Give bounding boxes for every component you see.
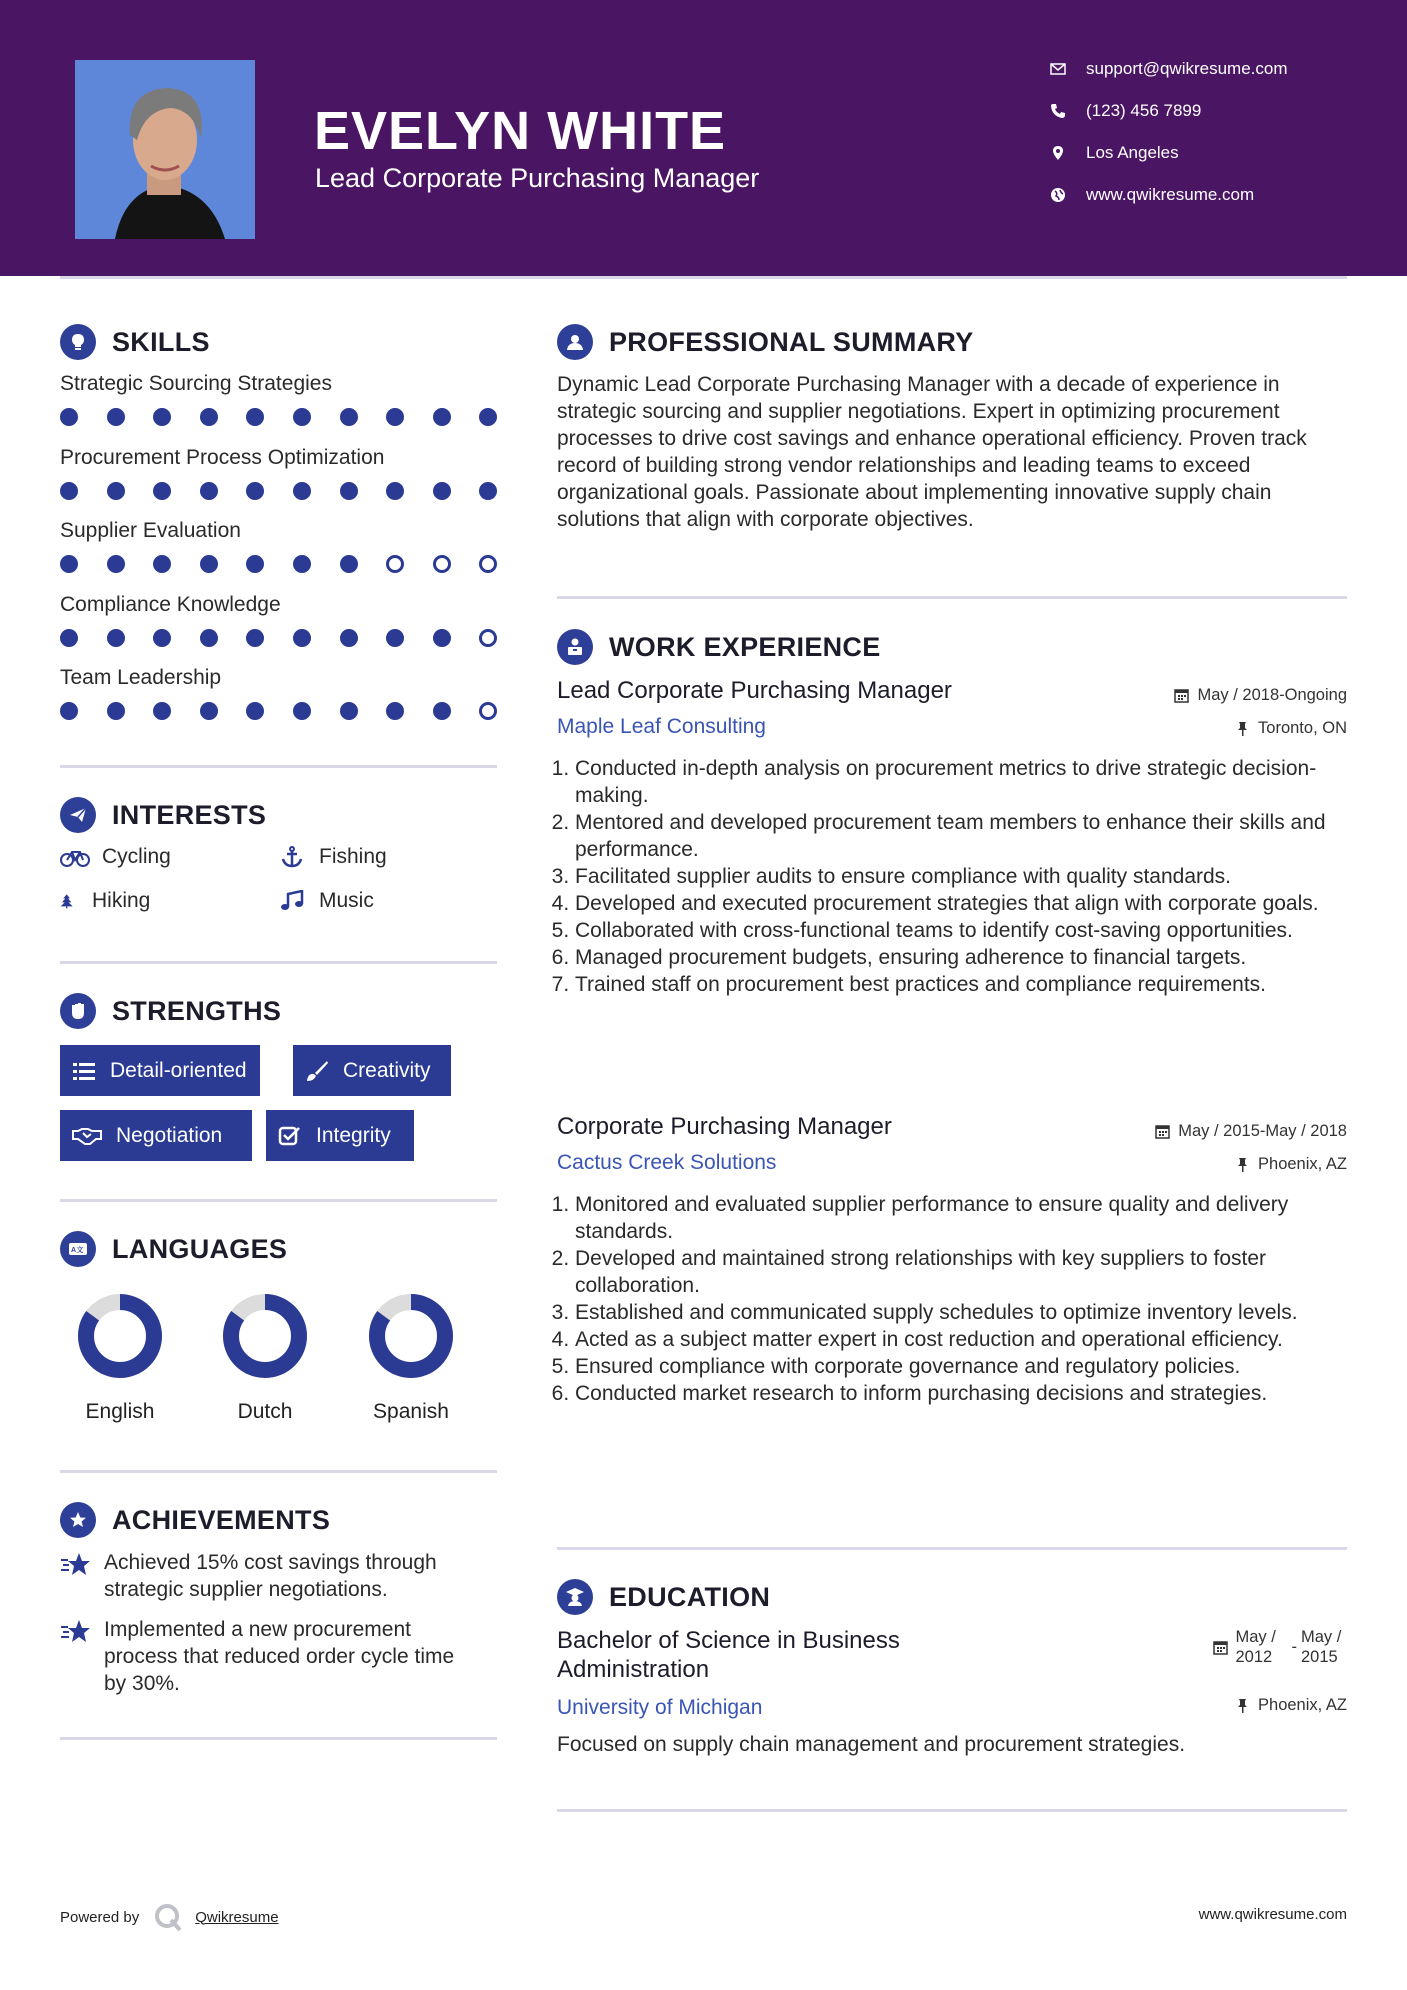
section-divider [60, 1470, 497, 1473]
duty-item: 2. Mentored and developed procurement team members to enhance their skills and performance. [575, 809, 1347, 863]
rating-dot-filled [340, 482, 358, 500]
tree-icon [60, 890, 80, 912]
duty-item: 4. Developed and executed procurement strategies that align with corporate goals. [575, 890, 1347, 917]
rating-dot-filled [246, 408, 264, 426]
section-divider [60, 765, 497, 768]
duty-item: 6. Managed procurement budgets, ensuring adherence to financial targets. [575, 944, 1347, 971]
contact-website[interactable] [1050, 185, 1254, 205]
rating-dot-filled [107, 555, 125, 573]
footer-website[interactable]: www.qwikresume.com [1198, 1906, 1347, 1923]
rating-dot-filled [153, 629, 171, 647]
handshake-icon [72, 1125, 102, 1147]
map-pin-icon [1050, 145, 1066, 161]
phone-text: (123) 456 7899 [1086, 101, 1202, 120]
skill-name: Compliance Knowledge [60, 592, 281, 616]
rating-dot-filled [107, 702, 125, 720]
duty-item: 5. Ensured compliance with corporate governance and regulatory policies. [575, 1353, 1347, 1380]
calendar-icon [1213, 1640, 1228, 1655]
rating-dot-filled [293, 482, 311, 500]
briefcase-user-icon [564, 636, 586, 658]
rating-dot-filled [107, 482, 125, 500]
skill-rating [60, 555, 526, 573]
rating-dot-filled [340, 629, 358, 647]
strengths-heading: STRENGTHS [60, 993, 281, 1029]
language-donut-chart [77, 1293, 163, 1379]
skill-name: Procurement Process Optimization [60, 445, 385, 469]
interest-item: Cycling [60, 845, 171, 869]
interest-item: Hiking [60, 889, 150, 913]
raised-fist-icon [67, 1000, 89, 1022]
job-duties [557, 1191, 1347, 1407]
strength-tag: Creativity [293, 1045, 451, 1096]
rating-dot-filled [293, 629, 311, 647]
education-dates: May / 2012 - May / 2015 [1213, 1627, 1348, 1667]
duty-item: 7. Trained staff on procurement best practices and compliance requirements. [575, 971, 1347, 998]
duty-item: 5. Collaborated with cross-functional teams to identify cost-saving opportunities. [575, 917, 1347, 944]
duty-item: 3. Facilitated supplier audits to ensure compliance with quality standards. [575, 863, 1347, 890]
summary-text: Dynamic Lead Corporate Purchasing Manager with a decade of experience in strategic sourcing and supplier negotiations. Expert in optimizing procurement processes to drive cost savings and enhance operational efficiency. Proven track record of building strong vendor relationships and leading teams to exceed organizational goals. Passionate about implementing innovative supply chain solutions that align with corporate objectives. [557, 373, 1307, 531]
duty-item: 6. Conducted market research to inform purchasing decisions and strategies. [575, 1380, 1347, 1407]
skill-rating [60, 482, 526, 500]
rating-dot-filled [340, 702, 358, 720]
job-dates: May / 2015-May / 2018 [1155, 1122, 1347, 1141]
qwikresume-link[interactable]: Qwikresume [195, 1908, 279, 1926]
rating-dot-filled [340, 555, 358, 573]
pushpin-icon [1235, 1157, 1250, 1172]
contact-email[interactable] [1050, 59, 1288, 79]
strength-tag: Detail-oriented [60, 1045, 260, 1096]
job-location: Phoenix, AZ [1235, 1155, 1347, 1174]
rating-dot-empty [386, 555, 404, 573]
section-divider [60, 961, 497, 964]
candidate-name: EVELYN WHITE [314, 101, 727, 161]
language-item [341, 1293, 481, 1424]
anchor-icon [277, 846, 307, 868]
graduate-icon [564, 1586, 586, 1608]
rating-dot-filled [479, 408, 497, 426]
duty-item: 1. Monitored and evaluated supplier performance to ensure quality and delivery standards. [575, 1191, 1347, 1245]
skills-heading: SKILLS [60, 324, 210, 360]
strength-tag: Negotiation [60, 1110, 252, 1161]
language-donut-chart [368, 1293, 454, 1379]
rating-dot-filled [246, 482, 264, 500]
section-divider [557, 1809, 1347, 1812]
school-name[interactable]: University of Michigan [557, 1696, 763, 1719]
rating-dot-filled [153, 408, 171, 426]
experience-heading: WORK EXPERIENCE [557, 629, 881, 665]
rating-dot-filled [386, 702, 404, 720]
profile-photo [75, 60, 255, 239]
rating-dot-empty [479, 555, 497, 573]
duty-item: 1. Conducted in-depth analysis on procurement metrics to drive strategic decision-making. [575, 755, 1347, 809]
skill-rating [60, 408, 526, 426]
paper-plane-icon [67, 804, 89, 826]
interests-heading: INTERESTS [60, 797, 266, 833]
rating-dot-filled [433, 482, 451, 500]
phone-icon [1050, 103, 1066, 119]
rating-dot-filled [60, 702, 78, 720]
language-label: Spanish [373, 1400, 449, 1423]
pushpin-icon [1235, 721, 1250, 736]
list-icon [72, 1060, 96, 1082]
globe-icon [1050, 187, 1066, 203]
star-icon [60, 1551, 92, 1579]
job-location: Toronto, ON [1235, 719, 1347, 738]
language-label: English [85, 1400, 155, 1423]
languages-heading: A文 LANGUAGES [60, 1231, 287, 1267]
checkbox-icon [278, 1125, 302, 1147]
rating-dot-filled [246, 702, 264, 720]
rating-dot-filled [433, 408, 451, 426]
strength-tag: Integrity [266, 1110, 414, 1161]
user-circle-icon [564, 331, 586, 353]
rating-dot-filled [246, 629, 264, 647]
rating-dot-filled [153, 702, 171, 720]
duty-item: 2. Developed and maintained strong relationships with key suppliers to foster collaboration. [575, 1245, 1347, 1299]
company-name[interactable]: Cactus Creek Solutions [557, 1151, 777, 1174]
language-label: Dutch [237, 1400, 293, 1423]
brush-icon [305, 1060, 329, 1082]
duty-item: 3. Established and communicated supply schedules to optimize inventory levels. [575, 1299, 1347, 1326]
rating-dot-filled [246, 555, 264, 573]
language-item [50, 1293, 190, 1424]
rating-dot-filled [433, 702, 451, 720]
rating-dot-filled [200, 482, 218, 500]
interest-item: Fishing [277, 845, 387, 869]
education-heading: EDUCATION [557, 1579, 770, 1615]
company-name[interactable]: Maple Leaf Consulting [557, 715, 766, 738]
header-divider [60, 276, 1347, 279]
rating-dot-filled [107, 629, 125, 647]
achievement-item: Implemented a new procurement process that reduced order cycle time by 30%. [60, 1616, 480, 1697]
rating-dot-filled [479, 482, 497, 500]
rating-dot-filled [340, 408, 358, 426]
section-divider [557, 596, 1347, 599]
rating-dot-filled [60, 482, 78, 500]
rating-dot-filled [60, 408, 78, 426]
rating-dot-filled [293, 408, 311, 426]
rating-dot-filled [153, 482, 171, 500]
education-description: Focused on supply chain management and procurement strategies. [557, 1733, 1186, 1756]
section-divider [60, 1737, 497, 1740]
rating-dot-empty [479, 629, 497, 647]
rating-dot-filled [433, 629, 451, 647]
skill-name: Team Leadership [60, 666, 222, 689]
qwikresume-logo-icon [153, 1902, 183, 1932]
job-title: Corporate Purchasing Manager [557, 1113, 892, 1140]
lightbulb-icon [67, 331, 89, 353]
section-divider [557, 1547, 1347, 1550]
envelope-icon [1050, 61, 1066, 77]
email-text: support@qwikresume.com [1086, 59, 1288, 78]
achievement-item: Achieved 15% cost savings through strategic supplier negotiations. [60, 1549, 480, 1603]
rating-dot-filled [107, 408, 125, 426]
footer-powered-by: Powered by Qwikresume [60, 1902, 279, 1932]
skill-rating [60, 629, 526, 647]
rating-dot-filled [200, 702, 218, 720]
rating-dot-filled [60, 555, 78, 573]
skill-rating [60, 702, 526, 720]
rating-dot-filled [200, 629, 218, 647]
summary-heading: PROFESSIONAL SUMMARY [557, 324, 974, 360]
degree-title: Bachelor of Science in Business Administration [557, 1627, 900, 1683]
language-card-icon [67, 1238, 89, 1260]
contact-phone[interactable] [1050, 101, 1201, 121]
pushpin-icon [1235, 1698, 1250, 1713]
website-text: www.qwikresume.com [1086, 185, 1255, 204]
language-item [195, 1293, 335, 1424]
rating-dot-filled [386, 629, 404, 647]
skill-name: Strategic Sourcing Strategies [60, 372, 332, 395]
calendar-icon [1155, 1124, 1170, 1139]
contact-location [1050, 143, 1179, 163]
bicycle-icon [60, 846, 90, 868]
rating-dot-filled [153, 555, 171, 573]
rating-dot-filled [386, 408, 404, 426]
job-dates: May / 2018-Ongoing [1174, 686, 1347, 705]
interest-item: Music [277, 889, 374, 913]
star-icon [60, 1618, 92, 1646]
rating-dot-filled [200, 408, 218, 426]
candidate-title: Lead Corporate Purchasing Manager [315, 163, 760, 193]
section-divider [60, 1199, 497, 1202]
rating-dot-filled [293, 555, 311, 573]
rating-dot-filled [386, 482, 404, 500]
rating-dot-filled [200, 555, 218, 573]
language-donut-chart [222, 1293, 308, 1379]
music-note-icon [277, 890, 307, 912]
duty-item: 4. Acted as a subject matter expert in cost reduction and operational efficiency. [575, 1326, 1347, 1353]
rating-dot-empty [479, 702, 497, 720]
job-duties [557, 755, 1347, 998]
job-title: Lead Corporate Purchasing Manager [557, 677, 952, 704]
svg-text:A文: A文 [71, 1247, 84, 1254]
skill-name: Supplier Evaluation [60, 519, 241, 542]
location-text: Los Angeles [1086, 143, 1179, 162]
achievements-heading: ACHIEVEMENTS [60, 1502, 330, 1538]
rating-dot-filled [293, 702, 311, 720]
rating-dot-filled [60, 629, 78, 647]
header-banner [0, 0, 1407, 276]
star-badge-icon [67, 1509, 89, 1531]
education-location: Phoenix, AZ [1235, 1696, 1347, 1715]
rating-dot-empty [433, 555, 451, 573]
calendar-icon [1174, 688, 1189, 703]
